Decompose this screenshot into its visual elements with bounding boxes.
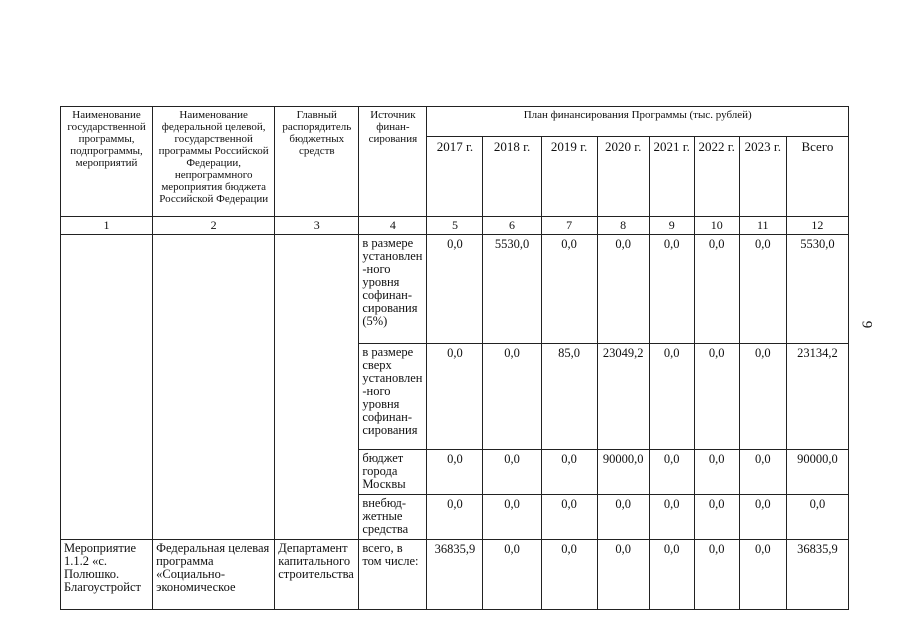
column-number: 8 [597, 217, 649, 235]
value-cell: 23049,2 [597, 344, 649, 450]
value-cell: 0,0 [739, 540, 786, 610]
column-number: 12 [786, 217, 848, 235]
header-funding-source: Источник финан-сирования [359, 107, 427, 217]
header-year: 2019 г. [541, 137, 597, 217]
value-cell: 0,0 [694, 235, 739, 344]
header-total: Всего [786, 137, 848, 217]
funding-source: бюджет города Москвы [359, 450, 427, 495]
value-cell: 0,0 [483, 344, 541, 450]
header-year: 2020 г. [597, 137, 649, 217]
event-federal-program: Федеральная целевая программа «Социально-экономическое [153, 540, 275, 610]
total-cell: 23134,2 [786, 344, 848, 450]
column-number: 5 [427, 217, 483, 235]
header-year: 2022 г. [694, 137, 739, 217]
funding-source: в размере установлен -ного уровня софинан-сирования (5%) [359, 235, 427, 344]
event-budget-manager: Департамент капитального строительства [275, 540, 359, 610]
value-cell: 0,0 [739, 450, 786, 495]
table-row [61, 235, 849, 344]
value-cell: 0,0 [694, 450, 739, 495]
value-cell: 0,0 [597, 495, 649, 540]
event-row [61, 540, 849, 610]
header-year: 2017 г. [427, 137, 483, 217]
header-financing-plan: План финансирования Программы (тыс. рублей) [427, 107, 849, 137]
value-cell: 0,0 [649, 235, 694, 344]
funding-source: внебюд-жетные средства [359, 495, 427, 540]
header-federal-program: Наименование федеральной целевой, государственной программы Российской Федерации, непрограммного мероприятия бюджета Российской Федерации [153, 107, 275, 217]
header-budget-manager: Главный распорядитель бюджетных средств [275, 107, 359, 217]
value-cell: 0,0 [649, 344, 694, 450]
value-cell: 0,0 [541, 540, 597, 610]
column-number: 4 [359, 217, 427, 235]
value-cell: 0,0 [541, 495, 597, 540]
total-cell: 36835,9 [786, 540, 848, 610]
value-cell: 0,0 [427, 344, 483, 450]
value-cell: 0,0 [483, 540, 541, 610]
value-cell: 85,0 [541, 344, 597, 450]
financing-table [60, 106, 849, 610]
value-cell: 5530,0 [483, 235, 541, 344]
header-year: 2021 г. [649, 137, 694, 217]
total-cell: 90000,0 [786, 450, 848, 495]
column-number: 2 [153, 217, 275, 235]
value-cell: 0,0 [483, 450, 541, 495]
header-program-name: Наименование государственной программы, подпрограммы, мероприятий [61, 107, 153, 217]
column-number: 1 [61, 217, 153, 235]
funding-source: в размере сверх установлен -ного уровня софинан-сирования [359, 344, 427, 450]
column-number: 3 [275, 217, 359, 235]
value-cell: 0,0 [427, 450, 483, 495]
value-cell: 0,0 [649, 450, 694, 495]
column-number: 7 [541, 217, 597, 235]
value-cell: 0,0 [597, 235, 649, 344]
value-cell: 0,0 [483, 495, 541, 540]
value-cell: 0,0 [739, 495, 786, 540]
empty-cell [153, 235, 275, 540]
value-cell: 0,0 [649, 495, 694, 540]
column-number: 6 [483, 217, 541, 235]
value-cell: 0,0 [541, 450, 597, 495]
value-cell: 90000,0 [597, 450, 649, 495]
value-cell: 0,0 [694, 344, 739, 450]
value-cell: 0,0 [694, 540, 739, 610]
column-number: 10 [694, 217, 739, 235]
page-number: 9 [858, 320, 875, 329]
empty-cell [61, 235, 153, 540]
header-year: 2018 г. [483, 137, 541, 217]
value-cell: 0,0 [541, 235, 597, 344]
column-number: 11 [739, 217, 786, 235]
value-cell: 0,0 [694, 495, 739, 540]
column-number: 9 [649, 217, 694, 235]
empty-cell [275, 235, 359, 540]
total-cell: 0,0 [786, 495, 848, 540]
value-cell: 0,0 [427, 235, 483, 344]
value-cell: 0,0 [427, 495, 483, 540]
total-cell: 5530,0 [786, 235, 848, 344]
header-year: 2023 г. [739, 137, 786, 217]
value-cell: 0,0 [649, 540, 694, 610]
value-cell: 0,0 [597, 540, 649, 610]
funding-source: всего, в том числе: [359, 540, 427, 610]
event-name: Мероприятие 1.1.2 «с. Полюшко. Благоустройст [61, 540, 153, 610]
value-cell: 0,0 [739, 344, 786, 450]
value-cell: 0,0 [739, 235, 786, 344]
value-cell: 36835,9 [427, 540, 483, 610]
